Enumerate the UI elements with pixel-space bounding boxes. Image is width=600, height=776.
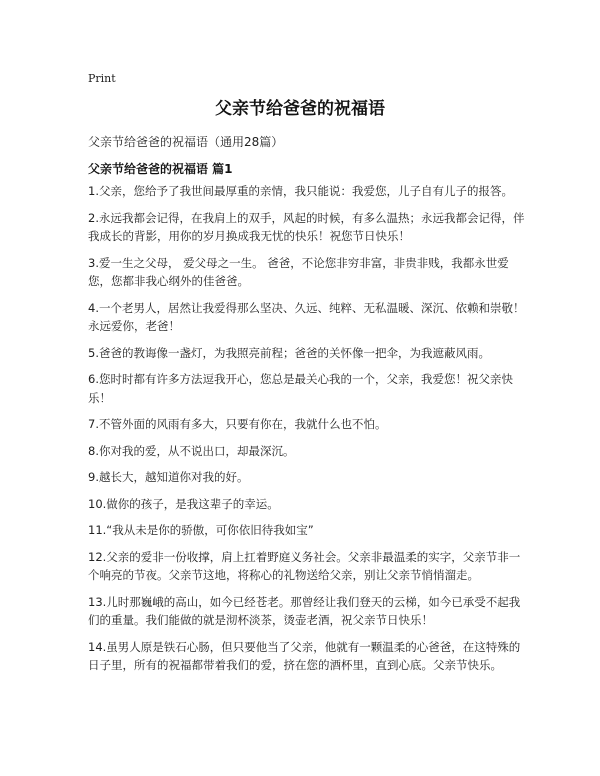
document-subtitle: 父亲节给爸爸的祝福语（通用28篇） <box>88 135 284 149</box>
list-item: 4.一个老男人，居然让我爱得那么坚决、久远、纯粹、无私温暖、深沉、依赖和崇敬！永远爱你，老爸！ <box>88 300 525 333</box>
list-item: 12.父亲的爱非一份收撑，肩上扛着野庭义务社会。父亲非最温柔的实字，父亲节非一个响亮的节夜。父亲节这地，将称心的礼物送给父亲，别让父亲节悄悄溜走。 <box>88 549 521 582</box>
list-item: 11.“我从未是你的骄傲，可你依旧待我如宝” <box>88 523 314 537</box>
blessing-list <box>88 182 528 683</box>
list-item: 2.永远我都会记得，在我肩上的双手，风起的时候，有多么温热；永远我都会记得，伴我成长的背影，用你的岁月换成我无忧的快乐！祝您节日快乐！ <box>88 210 525 243</box>
list-item: 1.父亲，您给予了我世间最厚重的亲情，我只能说：我爱您，儿子自有儿子的报答。 <box>88 184 513 198</box>
print-link[interactable]: Print <box>88 72 116 85</box>
list-item: 8.你对我的爱，从不说出口，却最深沉。 <box>88 443 295 458</box>
list-item: 9.越长大，越知道你对我的好。 <box>88 470 249 484</box>
list-item: 7.不管外面的风雨有多大，只要有你在，我就什么也不怕。 <box>88 417 387 431</box>
list-item: 10.做你的孩子，是我这辈子的幸运。 <box>88 496 279 511</box>
list-item: 13.儿时那巍峨的高山，如今已经苍老。那曾经让我们登天的云梯，如今已承受不起我们的重量。我们能做的就是沏杯淡茶，烫壶老酒，祝父亲节日快乐！ <box>88 594 521 627</box>
section-heading: 父亲节给爸爸的祝福语 篇1 <box>88 162 233 176</box>
list-item: 3.爱一生之父母， 爱父母之一生。 爸爸，不论您非穷非富，非贵非贱，我都永世爱您，您都非我心纲外的佳爸爸。 <box>88 255 509 288</box>
list-item: 5.爸爸的教诲像一盏灯，为我照亮前程；爸爸的关怀像一把伞，为我遮蔽风雨。 <box>88 345 490 360</box>
list-item: 14.虽男人原是铁石心肠，但只要他当了父亲，他就有一颗温柔的心爸爸，在这特殊的日子里，所有的祝福都带着我们的爱，挤在您的酒杯里，直到心底。父亲节快乐。 <box>88 639 521 672</box>
list-item: 6.您时时都有许多方法逗我开心，您总是最关心我的一个，父亲，我爱您！祝父亲快乐！ <box>88 372 513 405</box>
page-title: 父亲节给爸爸的祝福语 <box>215 99 385 119</box>
